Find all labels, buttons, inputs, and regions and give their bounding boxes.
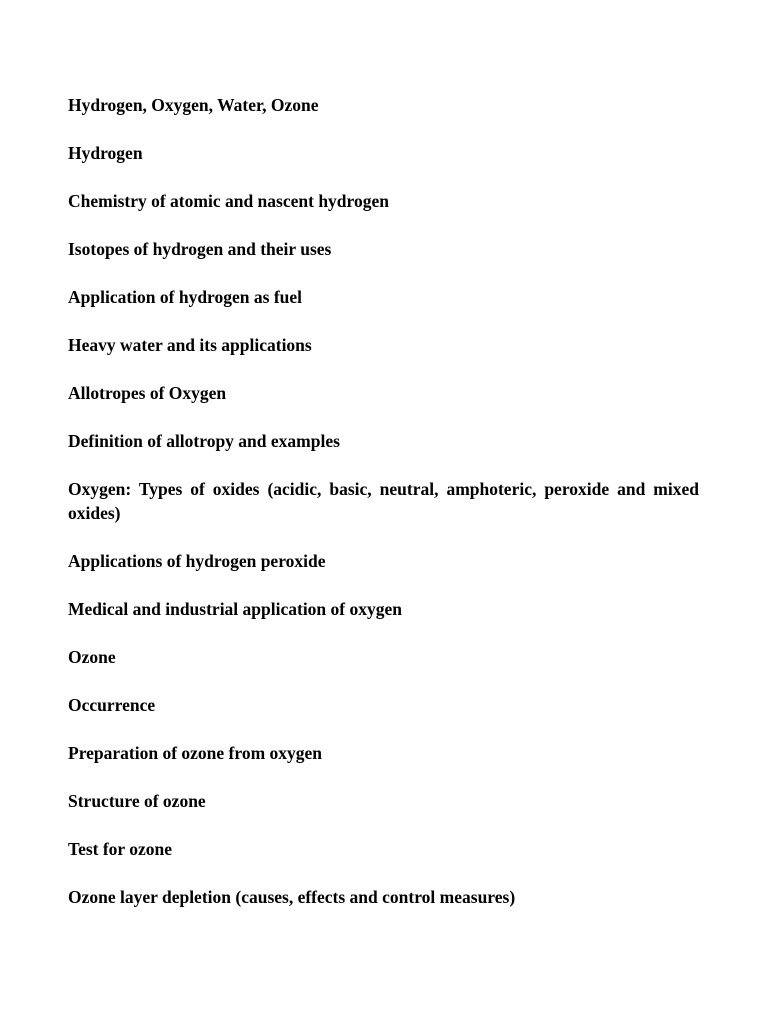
topic-line: Structure of ozone xyxy=(68,791,206,811)
section-ozone: Ozone xyxy=(68,647,116,667)
topic-line: Definition of allotropy and examples xyxy=(68,431,340,451)
topic-line: Preparation of ozone from oxygen xyxy=(68,743,323,763)
topic-line: Application of hydrogen as fuel xyxy=(68,287,303,307)
section-allotropes-of-oxygen: Allotropes of Oxygen xyxy=(68,383,227,403)
section-hydrogen: Hydrogen xyxy=(68,143,143,163)
topic-line: Test for ozone xyxy=(68,839,173,859)
heading-title: Hydrogen, Oxygen, Water, Ozone xyxy=(68,95,319,115)
topic-line: Ozone layer depletion (causes, effects and control measures) xyxy=(68,887,516,907)
topic-line: Applications of hydrogen peroxide xyxy=(68,551,326,571)
topic-line: Isotopes of hydrogen and their uses xyxy=(68,239,332,259)
topic-line: Medical and industrial application of oxygen xyxy=(68,599,402,619)
topic-line: Occurrence xyxy=(68,695,156,715)
topic-line: Chemistry of atomic and nascent hydrogen xyxy=(68,191,389,211)
topic-line: Heavy water and its applications xyxy=(68,335,312,355)
document-body xyxy=(68,93,699,933)
topic-line: Oxygen: Types of oxides (acidic, basic, neutral, amphoteric, peroxide and mixed oxides) xyxy=(68,479,699,523)
